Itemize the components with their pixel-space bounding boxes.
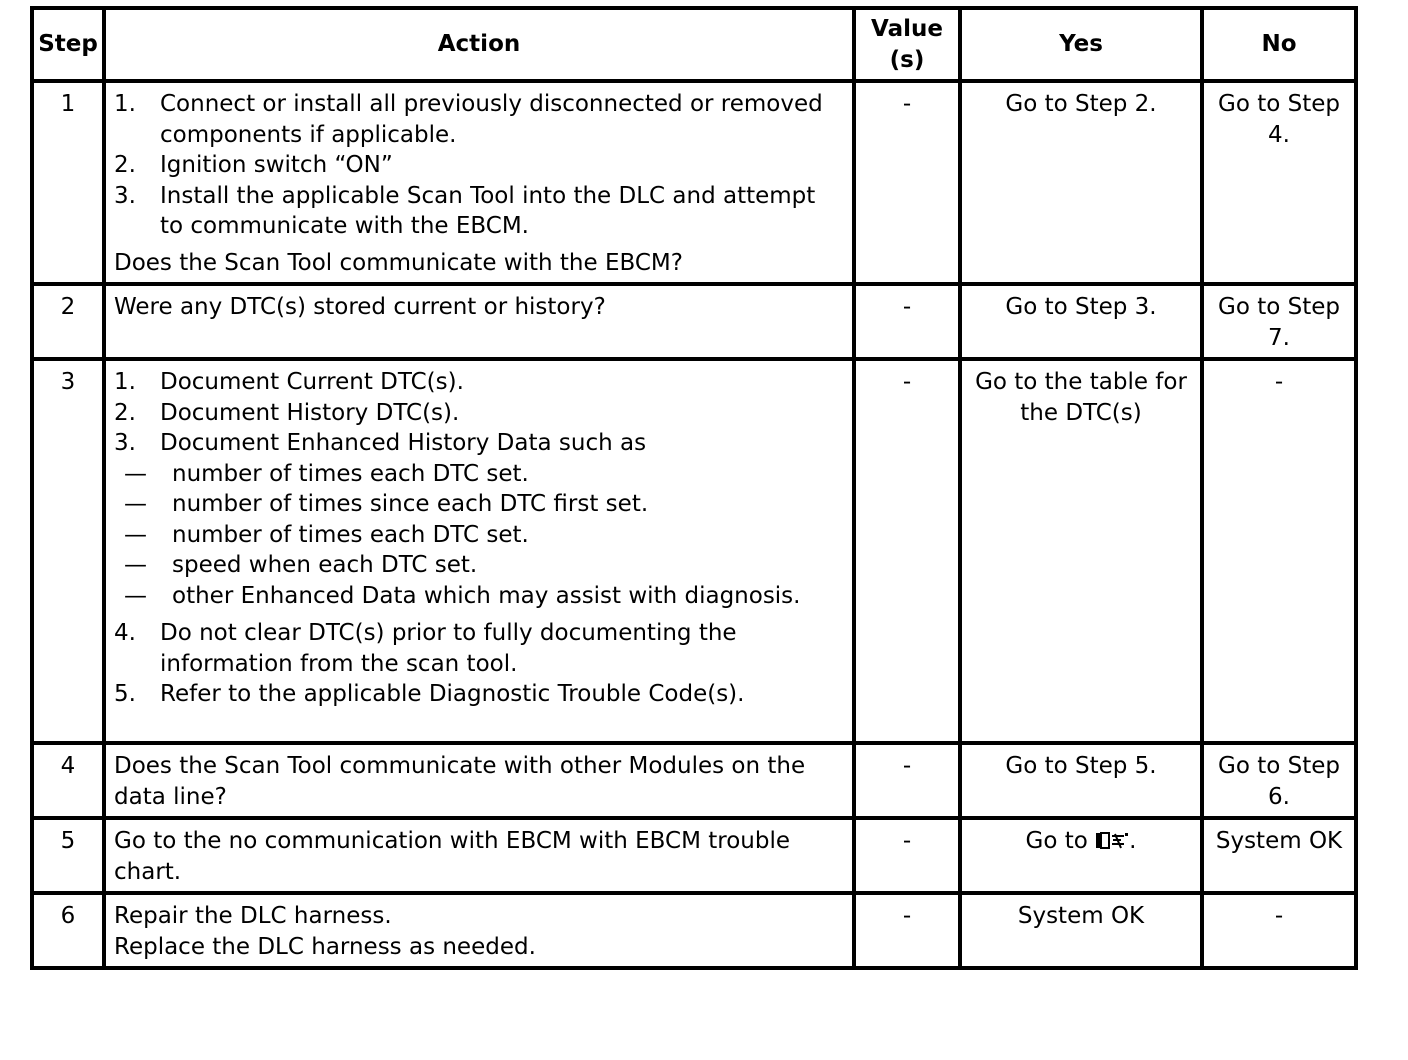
step-number: 3 [32, 359, 104, 743]
value-cell: - [854, 284, 960, 359]
list-item [114, 679, 844, 710]
step-number: 4 [32, 743, 104, 818]
action-cell: Go to the no communication with EBCM with EBCM trouble chart. [104, 818, 854, 893]
yes-cell: Go to Step 5. [960, 743, 1202, 818]
no-cell: Go to Step 6. [1202, 743, 1356, 818]
action-cell: Were any DTC(s) stored current or history? [104, 284, 854, 359]
action-line: Repair the DLC harness. [114, 903, 392, 929]
header-no: No [1202, 8, 1356, 81]
diagnostic-table [30, 6, 1358, 970]
header-step: Step [32, 8, 104, 81]
header-yes: Yes [960, 8, 1202, 81]
value-cell: - [854, 359, 960, 743]
list-item [114, 89, 844, 150]
dash-marker: — [124, 491, 147, 517]
table-row [32, 359, 1356, 743]
action-list [114, 367, 844, 459]
sub-text: number of times each DTC set. [172, 460, 529, 487]
list-number: 1. [114, 369, 136, 395]
yes-cell: Go to Step 3. [960, 284, 1202, 359]
table-row [32, 81, 1356, 284]
list-item [114, 618, 844, 679]
reference-symbol-icon [1095, 830, 1129, 850]
value-cell: - [854, 818, 960, 893]
step-number: 6 [32, 893, 104, 968]
list-number: 4. [114, 620, 136, 646]
dash-marker: — [124, 460, 147, 487]
dash-marker: — [124, 552, 147, 578]
list-item [114, 181, 844, 242]
list-item [114, 428, 844, 459]
list-number: 3. [114, 430, 136, 456]
sub-item [114, 550, 844, 581]
yes-cell: System OK [960, 893, 1202, 968]
list-text: Do not clear DTC(s) prior to fully documenting the information from the scan tool. [160, 620, 737, 677]
sub-item [114, 489, 844, 520]
yes-cell: Go to Step 2. [960, 81, 1202, 284]
sub-item [114, 459, 844, 490]
step-number: 2 [32, 284, 104, 359]
action-cell [104, 359, 854, 743]
list-item [114, 367, 844, 398]
header-value [854, 8, 960, 81]
dash-marker: — [124, 582, 147, 609]
action-list [114, 89, 844, 242]
list-number: 2. [114, 152, 136, 178]
table-row [32, 893, 1356, 968]
header-action: Action [104, 8, 854, 81]
value-cell: - [854, 743, 960, 818]
header-row [32, 8, 1356, 81]
step-number: 1 [32, 81, 104, 284]
sub-list [114, 459, 844, 612]
value-cell: - [854, 81, 960, 284]
sub-text: number of times since each DTC first set. [172, 491, 649, 517]
list-text: Document History DTC(s). [160, 399, 460, 426]
table-row [32, 284, 1356, 359]
header-value-line2: (s) [889, 46, 925, 73]
list-text: Ignition switch “ON” [160, 152, 393, 178]
list-text: Refer to the applicable Diagnostic Trouble Code(s). [160, 681, 745, 707]
list-item [114, 150, 844, 181]
no-cell: - [1202, 893, 1356, 968]
table-row [32, 743, 1356, 818]
no-cell: - [1202, 359, 1356, 743]
sub-text: number of times each DTC set. [172, 521, 529, 548]
action-line: Replace the DLC harness as needed. [114, 933, 536, 960]
sub-item [114, 520, 844, 551]
list-number: 2. [114, 399, 136, 426]
list-text: Connect or install all previously disconnected or removed components if applicable. [160, 91, 823, 148]
sub-item [114, 581, 844, 612]
list-number: 1. [114, 91, 136, 117]
list-number: 5. [114, 681, 136, 707]
value-cell: - [854, 893, 960, 968]
dash-marker: — [124, 521, 147, 548]
action-cell: Does the Scan Tool communicate with other Modules on the data line? [104, 743, 854, 818]
sub-text: speed when each DTC set. [172, 552, 478, 578]
header-value-line1: Value [871, 16, 943, 42]
action-list [114, 618, 844, 710]
action-question: Does the Scan Tool communicate with the EBCM? [114, 249, 683, 276]
list-text: Document Current DTC(s). [160, 369, 464, 395]
list-item [114, 398, 844, 429]
yes-prefix: Go to [1025, 828, 1096, 854]
action-cell [104, 893, 854, 968]
yes-cell: Go to the table for the DTC(s) [960, 359, 1202, 743]
action-cell [104, 81, 854, 284]
yes-cell [960, 818, 1202, 893]
list-text: Install the applicable Scan Tool into the DLC and attempt to communicate with the EBCM. [160, 182, 816, 239]
yes-suffix: . [1129, 828, 1137, 854]
no-cell: Go to Step 7. [1202, 284, 1356, 359]
step-number: 5 [32, 818, 104, 893]
sub-text: other Enhanced Data which may assist with diagnosis. [172, 582, 801, 609]
list-text: Document Enhanced History Data such as [160, 430, 647, 456]
table-row [32, 818, 1356, 893]
no-cell: System OK [1202, 818, 1356, 893]
no-cell: Go to Step 4. [1202, 81, 1356, 284]
list-number: 3. [114, 182, 136, 209]
